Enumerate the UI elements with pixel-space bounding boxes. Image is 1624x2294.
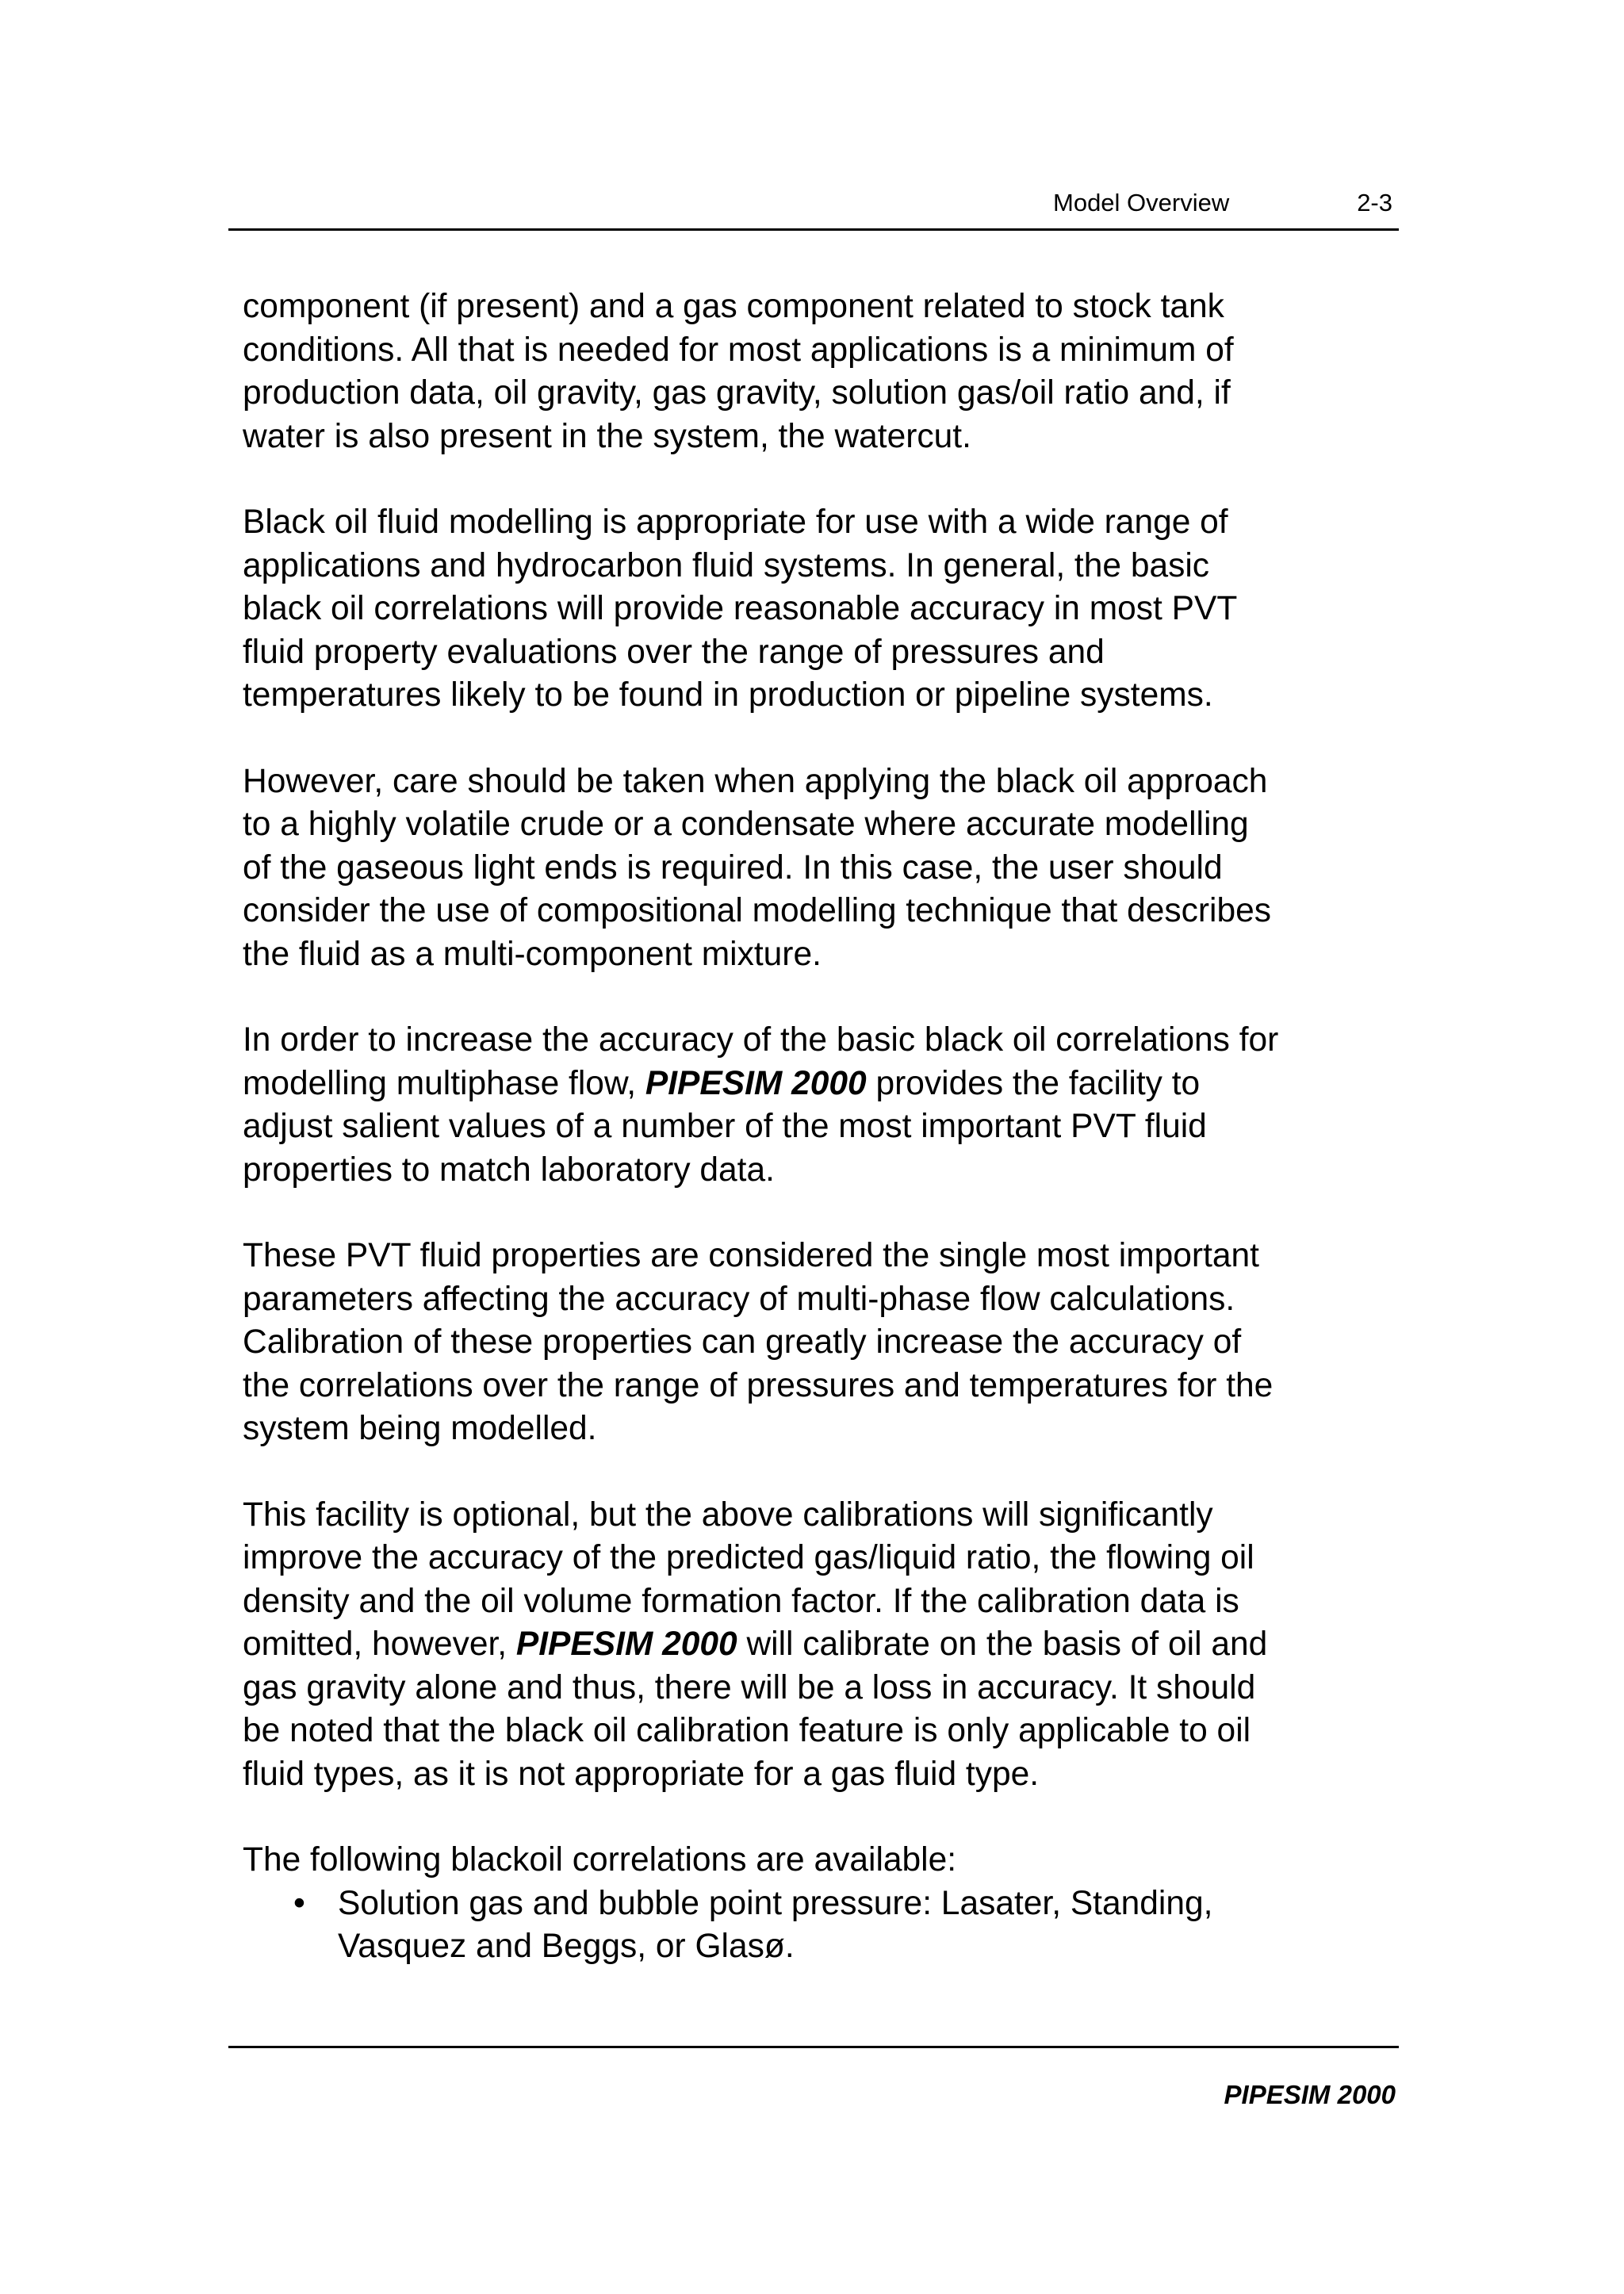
text-line: The following blackoil correlations are available: bbox=[243, 1841, 957, 1878]
footer-product-name: PIPESIM 2000 bbox=[1224, 2080, 1396, 2109]
footer-rule bbox=[228, 2046, 1399, 2048]
paragraph bbox=[243, 1235, 1369, 1451]
text-line: the correlations over the range of pressures and temperatures for the bbox=[243, 1366, 1274, 1404]
paragraph bbox=[243, 1019, 1369, 1192]
text-line: However, care should be taken when applying the black oil approach bbox=[243, 762, 1268, 800]
text-run: provides the facility to bbox=[866, 1064, 1201, 1102]
bullet-icon: • bbox=[293, 1884, 305, 1922]
product-name: PIPESIM 2000 bbox=[515, 1626, 737, 1663]
text-line: applications and hydrocarbon fluid systems. In general, the basic bbox=[243, 546, 1210, 584]
text-line: density and the oil volume formation factor. If the calibration data is bbox=[243, 1582, 1239, 1620]
text-line: improve the accuracy of the predicted gas/liquid ratio, the flowing oil bbox=[243, 1539, 1254, 1576]
list-intro bbox=[243, 1839, 1369, 1882]
text-line: system being modelled. bbox=[243, 1410, 597, 1447]
text-line: Black oil fluid modelling is appropriate for use with a wide range of bbox=[243, 504, 1228, 541]
text-line: parameters affecting the accuracy of multi-phase flow calculations. bbox=[243, 1280, 1235, 1318]
list-item bbox=[243, 1882, 1369, 1969]
text-line: the fluid as a multi-component mixture. bbox=[243, 935, 822, 973]
text-line bbox=[243, 1623, 1369, 1667]
product-name: PIPESIM 2000 bbox=[645, 1064, 867, 1102]
text-line: water is also present in the system, the watercut. bbox=[243, 417, 971, 455]
text-line: be noted that the black oil calibration feature is only applicable to oil bbox=[243, 1712, 1251, 1749]
text-line: adjust salient values of a number of the most important PVT fluid bbox=[243, 1108, 1207, 1145]
header-rule bbox=[228, 228, 1399, 231]
paragraph bbox=[243, 760, 1369, 977]
body-text bbox=[243, 285, 1369, 1969]
text-line: Calibration of these properties can greatly increase the accuracy of bbox=[243, 1323, 1242, 1361]
paragraph bbox=[243, 285, 1369, 458]
text-run: modelling multiphase flow, bbox=[243, 1064, 645, 1102]
text-line: fluid property evaluations over the range of pressures and bbox=[243, 633, 1105, 671]
page-header bbox=[228, 179, 1399, 230]
paragraph bbox=[243, 501, 1369, 718]
text-line: black oil correlations will provide reasonable accuracy in most PVT bbox=[243, 590, 1238, 627]
text-line: production data, oil gravity, gas gravity, solution gas/oil ratio and, if bbox=[243, 374, 1231, 412]
text-line: Vasquez and Beggs, or Glasø. bbox=[338, 1928, 795, 1965]
text-run: omitted, however, bbox=[243, 1626, 516, 1663]
text-line: conditions. All that is needed for most applications is a minimum of bbox=[243, 331, 1234, 369]
text-line: component (if present) and a gas component related to stock tank bbox=[243, 288, 1224, 325]
text-line: These PVT fluid properties are considered the single most important bbox=[243, 1237, 1259, 1274]
page-number: 2-3 bbox=[1357, 189, 1392, 216]
text-run: will calibrate on the basis of oil and bbox=[737, 1626, 1268, 1663]
text-line: This facility is optional, but the above calibrations will significantly bbox=[243, 1496, 1213, 1534]
text-line bbox=[243, 1063, 1369, 1106]
paragraph bbox=[243, 1494, 1369, 1797]
text-line: In order to increase the accuracy of the basic black oil correlations for bbox=[243, 1021, 1279, 1059]
section-title: Model Overview bbox=[1053, 189, 1230, 216]
text-line: consider the use of compositional modelling technique that describes bbox=[243, 892, 1272, 929]
text-line: properties to match laboratory data. bbox=[243, 1151, 775, 1189]
text-line: temperatures likely to be found in production or pipeline systems. bbox=[243, 676, 1213, 714]
text-line: gas gravity alone and thus, there will be a loss in accuracy. It should bbox=[243, 1668, 1256, 1706]
text-line: to a highly volatile crude or a condensate where accurate modelling bbox=[243, 806, 1249, 843]
correlation-list bbox=[243, 1882, 1369, 1969]
text-line: of the gaseous light ends is required. In this case, the user should bbox=[243, 848, 1223, 887]
text-line: fluid types, as it is not appropriate for a gas fluid type. bbox=[243, 1755, 1040, 1793]
text-line: Solution gas and bubble point pressure: Lasater, Standing, bbox=[338, 1884, 1213, 1922]
